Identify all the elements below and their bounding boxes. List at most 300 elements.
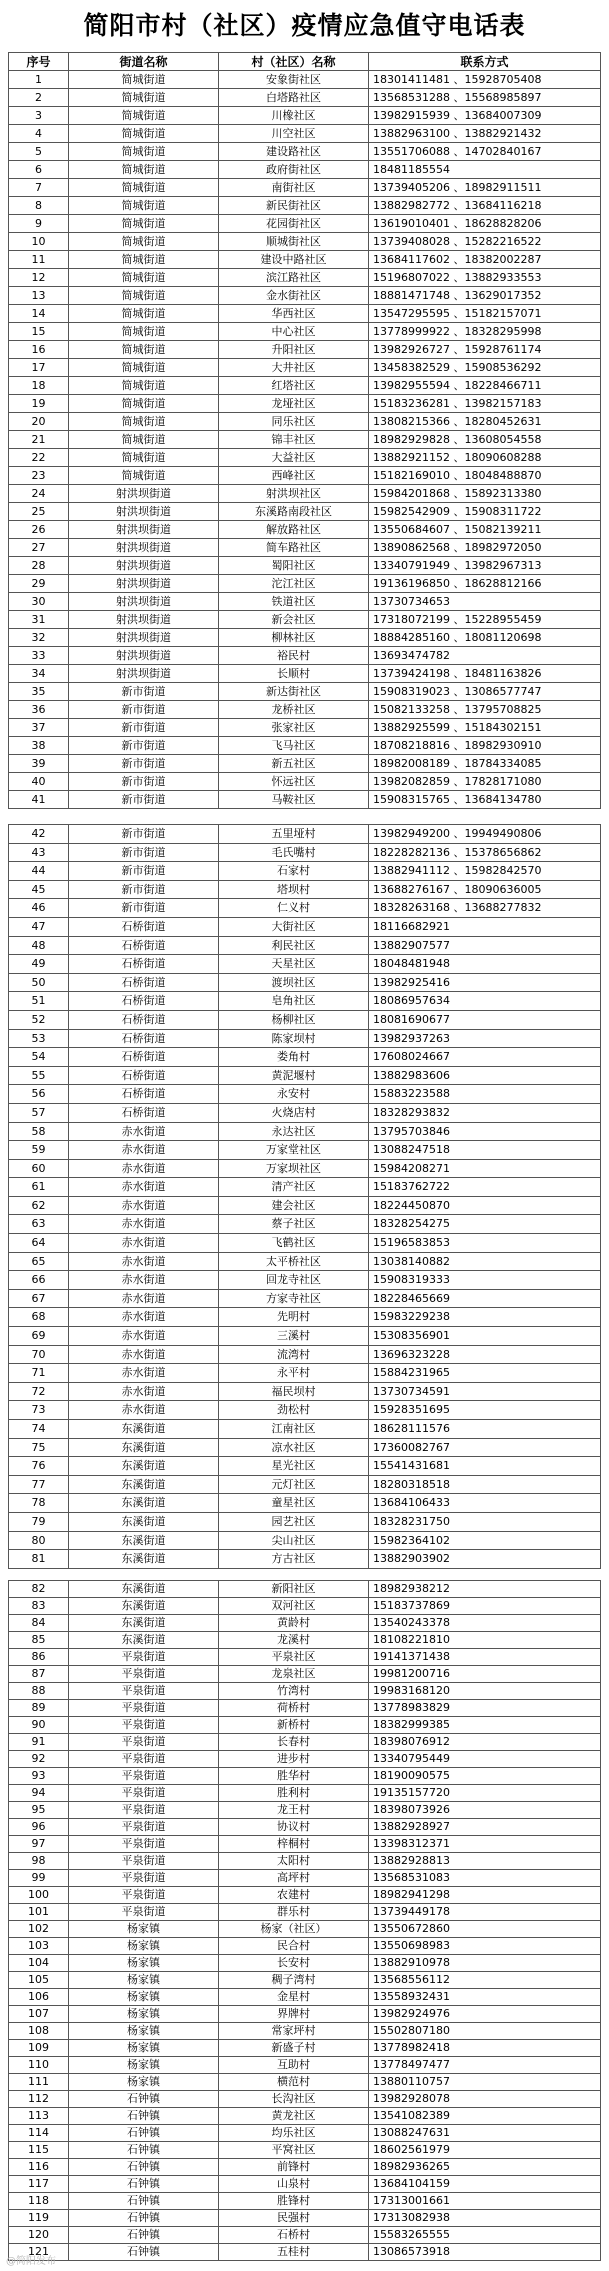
row-index: 11 xyxy=(9,251,69,269)
contact-phone: 18708218816 、18982930910 xyxy=(369,737,601,755)
table-row xyxy=(9,955,601,974)
row-index: 56 xyxy=(9,1085,69,1104)
row-index: 96 xyxy=(9,1819,69,1836)
street-name: 简城街道 xyxy=(69,251,219,269)
table-row xyxy=(9,1512,601,1531)
contact-phone: 15883223588 xyxy=(369,1085,601,1104)
community-name: 石桥村 xyxy=(219,2227,369,2244)
row-index: 101 xyxy=(9,1904,69,1921)
contact-phone: 15183762722 xyxy=(369,1178,601,1197)
community-name: 胜华村 xyxy=(219,1768,369,1785)
community-name: 进步村 xyxy=(219,1751,369,1768)
row-index: 99 xyxy=(9,1870,69,1887)
contact-phone: 19983168120 xyxy=(369,1683,601,1700)
table-row xyxy=(9,197,601,215)
table-row xyxy=(9,1364,601,1383)
community-name: 太平桥社区 xyxy=(219,1252,369,1271)
table-row xyxy=(9,719,601,737)
street-name: 石钟镇 xyxy=(69,2125,219,2142)
row-index: 77 xyxy=(9,1475,69,1494)
contact-phone: 18086957634 xyxy=(369,992,601,1011)
table-row xyxy=(9,1717,601,1734)
contact-phone: 18328231750 xyxy=(369,1512,601,1531)
contact-phone: 13795703846 xyxy=(369,1122,601,1141)
table-row xyxy=(9,215,601,233)
community-name: 同乐社区 xyxy=(219,413,369,431)
table-row xyxy=(9,1215,601,1234)
row-index: 117 xyxy=(9,2176,69,2193)
street-name: 新市街道 xyxy=(69,825,219,844)
row-index: 79 xyxy=(9,1512,69,1531)
table-row xyxy=(9,973,601,992)
street-name: 东溪街道 xyxy=(69,1581,219,1598)
street-name: 新市街道 xyxy=(69,791,219,809)
community-name: 金星村 xyxy=(219,1989,369,2006)
table-row xyxy=(9,773,601,791)
contact-phone: 15908315765 、13684134780 xyxy=(369,791,601,809)
street-name: 石桥街道 xyxy=(69,973,219,992)
table-row xyxy=(9,701,601,719)
street-name: 平泉街道 xyxy=(69,1802,219,1819)
community-name: 新五社区 xyxy=(219,755,369,773)
watermark-text: @简阳发布 xyxy=(6,2256,56,2267)
community-name: 界牌村 xyxy=(219,2006,369,2023)
table-row xyxy=(9,539,601,557)
row-index: 104 xyxy=(9,1955,69,1972)
contact-phone: 18190090575 xyxy=(369,1768,601,1785)
duty-phone-table-part-3 xyxy=(8,1580,601,2261)
row-index: 10 xyxy=(9,233,69,251)
row-index: 76 xyxy=(9,1457,69,1476)
row-index: 19 xyxy=(9,395,69,413)
community-name: 花园街社区 xyxy=(219,215,369,233)
community-name: 马鞍社区 xyxy=(219,791,369,809)
row-index: 59 xyxy=(9,1141,69,1160)
contact-phone: 18382999385 xyxy=(369,1717,601,1734)
row-index: 26 xyxy=(9,521,69,539)
community-name: 龙垭社区 xyxy=(219,395,369,413)
community-name: 川空社区 xyxy=(219,125,369,143)
community-name: 石家村 xyxy=(219,862,369,881)
contact-phone: 13684106433 xyxy=(369,1494,601,1513)
street-name: 平泉街道 xyxy=(69,1683,219,1700)
community-name: 中心社区 xyxy=(219,323,369,341)
street-name: 简城街道 xyxy=(69,323,219,341)
table-row xyxy=(9,287,601,305)
community-name: 三溪村 xyxy=(219,1327,369,1346)
contact-phone: 13982082859 、17828171080 xyxy=(369,773,601,791)
community-name: 民强村 xyxy=(219,2210,369,2227)
table-row xyxy=(9,917,601,936)
street-name: 射洪坝街道 xyxy=(69,521,219,539)
contact-phone: 13739424198 、18481163826 xyxy=(369,665,601,683)
street-name: 射洪坝街道 xyxy=(69,593,219,611)
street-name: 射洪坝街道 xyxy=(69,503,219,521)
community-name: 先明村 xyxy=(219,1308,369,1327)
street-name: 平泉街道 xyxy=(69,1666,219,1683)
row-index: 40 xyxy=(9,773,69,791)
table-row xyxy=(9,1598,601,1615)
community-name: 白塔路社区 xyxy=(219,89,369,107)
street-name: 射洪坝街道 xyxy=(69,665,219,683)
community-name: 铁道社区 xyxy=(219,593,369,611)
contact-phone: 13778982418 xyxy=(369,2040,601,2057)
contact-phone: 18228465669 xyxy=(369,1289,601,1308)
table-row xyxy=(9,1438,601,1457)
row-index: 20 xyxy=(9,413,69,431)
column-header: 联系方式 xyxy=(369,53,601,71)
row-index: 15 xyxy=(9,323,69,341)
community-name: 飞马社区 xyxy=(219,737,369,755)
row-index: 60 xyxy=(9,1159,69,1178)
table-row xyxy=(9,1632,601,1649)
table-row xyxy=(9,1904,601,1921)
contact-phone: 13739405206 、18982911511 xyxy=(369,179,601,197)
table-row xyxy=(9,1401,601,1420)
community-name: 简车路社区 xyxy=(219,539,369,557)
contact-phone: 13778497477 xyxy=(369,2057,601,2074)
table-row xyxy=(9,1785,601,1802)
row-index: 17 xyxy=(9,359,69,377)
row-index: 18 xyxy=(9,377,69,395)
table-row xyxy=(9,2023,601,2040)
contact-phone: 13558932431 xyxy=(369,1989,601,2006)
table-row xyxy=(9,2074,601,2091)
row-index: 111 xyxy=(9,2074,69,2091)
community-name: 胜利村 xyxy=(219,1785,369,1802)
street-name: 简城街道 xyxy=(69,179,219,197)
contact-phone: 15982364102 xyxy=(369,1531,601,1550)
row-index: 8 xyxy=(9,197,69,215)
street-name: 东溪街道 xyxy=(69,1494,219,1513)
street-name: 石桥街道 xyxy=(69,1085,219,1104)
street-name: 杨家镇 xyxy=(69,1955,219,1972)
table-row xyxy=(9,825,601,844)
community-name: 东溪路南段社区 xyxy=(219,503,369,521)
community-name: 互助村 xyxy=(219,2057,369,2074)
community-name: 五桂村 xyxy=(219,2244,369,2261)
street-name: 赤水街道 xyxy=(69,1252,219,1271)
street-name: 简城街道 xyxy=(69,161,219,179)
community-name: 回龙寺社区 xyxy=(219,1271,369,1290)
table-header-row xyxy=(9,53,601,71)
table-row xyxy=(9,1122,601,1141)
row-index: 32 xyxy=(9,629,69,647)
contact-phone: 18982008189 、18784334085 xyxy=(369,755,601,773)
contact-phone: 13882941112 、15982842570 xyxy=(369,862,601,881)
row-index: 109 xyxy=(9,2040,69,2057)
table-row xyxy=(9,143,601,161)
street-name: 简城街道 xyxy=(69,71,219,89)
row-index: 88 xyxy=(9,1683,69,1700)
community-name: 黄泥堰村 xyxy=(219,1066,369,1085)
table-row xyxy=(9,233,601,251)
table-row xyxy=(9,2210,601,2227)
community-name: 新民街社区 xyxy=(219,197,369,215)
row-index: 119 xyxy=(9,2210,69,2227)
row-index: 89 xyxy=(9,1700,69,1717)
contact-phone: 13882910978 xyxy=(369,1955,601,1972)
street-name: 新市街道 xyxy=(69,737,219,755)
street-name: 东溪街道 xyxy=(69,1531,219,1550)
row-index: 121 xyxy=(9,2244,69,2261)
community-name: 新盛子村 xyxy=(219,2040,369,2057)
contact-phone: 13982924976 xyxy=(369,2006,601,2023)
community-name: 金水街社区 xyxy=(219,287,369,305)
street-name: 简城街道 xyxy=(69,197,219,215)
community-name: 福民坝村 xyxy=(219,1382,369,1401)
community-name: 群乐村 xyxy=(219,1904,369,1921)
row-index: 48 xyxy=(9,936,69,955)
table-row xyxy=(9,2159,601,2176)
column-header: 街道名称 xyxy=(69,53,219,71)
street-name: 简城街道 xyxy=(69,395,219,413)
row-index: 82 xyxy=(9,1581,69,1598)
table-row xyxy=(9,1141,601,1160)
row-index: 1 xyxy=(9,71,69,89)
table-row xyxy=(9,862,601,881)
community-name: 渡坝社区 xyxy=(219,973,369,992)
row-index: 6 xyxy=(9,161,69,179)
community-name: 塔坝村 xyxy=(219,880,369,899)
row-index: 25 xyxy=(9,503,69,521)
street-name: 石桥街道 xyxy=(69,1029,219,1048)
table-row xyxy=(9,467,601,485)
community-name: 建设中路社区 xyxy=(219,251,369,269)
contact-phone: 18228282136 、15378656862 xyxy=(369,843,601,862)
row-index: 5 xyxy=(9,143,69,161)
community-name: 川橡社区 xyxy=(219,107,369,125)
street-name: 赤水街道 xyxy=(69,1271,219,1290)
table-row xyxy=(9,1066,601,1085)
row-index: 110 xyxy=(9,2057,69,2074)
table-row xyxy=(9,2142,601,2159)
contact-phone: 13541082389 xyxy=(369,2108,601,2125)
street-name: 东溪街道 xyxy=(69,1420,219,1439)
contact-phone: 15196807022 、13882933553 xyxy=(369,269,601,287)
row-index: 73 xyxy=(9,1401,69,1420)
contact-phone: 18982936265 xyxy=(369,2159,601,2176)
community-name: 张家社区 xyxy=(219,719,369,737)
table-row xyxy=(9,1271,601,1290)
contact-phone: 17313001661 xyxy=(369,2193,601,2210)
table-row xyxy=(9,992,601,1011)
street-name: 简城街道 xyxy=(69,359,219,377)
table-row xyxy=(9,611,601,629)
community-name: 长春村 xyxy=(219,1734,369,1751)
community-name: 江南社区 xyxy=(219,1420,369,1439)
street-name: 简城街道 xyxy=(69,107,219,125)
street-name: 射洪坝街道 xyxy=(69,539,219,557)
table-row xyxy=(9,1048,601,1067)
community-name: 胜锋村 xyxy=(219,2193,369,2210)
street-name: 简城街道 xyxy=(69,467,219,485)
row-index: 30 xyxy=(9,593,69,611)
row-index: 105 xyxy=(9,1972,69,1989)
contact-phone: 19141371438 xyxy=(369,1649,601,1666)
contact-phone: 13568531083 xyxy=(369,1870,601,1887)
row-index: 116 xyxy=(9,2159,69,2176)
contact-phone: 13982915939 、13684007309 xyxy=(369,107,601,125)
table-row xyxy=(9,665,601,683)
community-name: 蜀阳社区 xyxy=(219,557,369,575)
contact-phone: 13730734653 xyxy=(369,593,601,611)
community-name: 平泉社区 xyxy=(219,1649,369,1666)
street-name: 射洪坝街道 xyxy=(69,485,219,503)
row-index: 65 xyxy=(9,1252,69,1271)
contact-phone: 13982955594 、18228466711 xyxy=(369,377,601,395)
contact-phone: 15984208271 xyxy=(369,1159,601,1178)
community-name: 均乐社区 xyxy=(219,2125,369,2142)
table-row xyxy=(9,1955,601,1972)
street-name: 平泉街道 xyxy=(69,1700,219,1717)
row-index: 103 xyxy=(9,1938,69,1955)
duty-phone-table-part-2 xyxy=(8,824,601,1569)
community-name: 解放路社区 xyxy=(219,521,369,539)
contact-phone: 19135157720 xyxy=(369,1785,601,1802)
street-name: 杨家镇 xyxy=(69,1972,219,1989)
community-name: 大街社区 xyxy=(219,917,369,936)
contact-phone: 13882921152 、18090608288 xyxy=(369,449,601,467)
community-name: 火烧店村 xyxy=(219,1103,369,1122)
street-name: 简城街道 xyxy=(69,431,219,449)
row-index: 16 xyxy=(9,341,69,359)
street-name: 平泉街道 xyxy=(69,1819,219,1836)
table-row xyxy=(9,1989,601,2006)
contact-phone: 18982938212 xyxy=(369,1581,601,1598)
contact-phone: 13086573918 xyxy=(369,2244,601,2261)
contact-phone: 15983229238 xyxy=(369,1308,601,1327)
contact-phone: 13551706088 、14702840167 xyxy=(369,143,601,161)
contact-phone: 18881471748 、13629017352 xyxy=(369,287,601,305)
table-row xyxy=(9,305,601,323)
contact-phone: 13982926727 、15928761174 xyxy=(369,341,601,359)
row-index: 14 xyxy=(9,305,69,323)
table-row xyxy=(9,89,601,107)
table-row xyxy=(9,1382,601,1401)
contact-phone: 13547295595 、15182157071 xyxy=(369,305,601,323)
street-name: 赤水街道 xyxy=(69,1215,219,1234)
row-index: 92 xyxy=(9,1751,69,1768)
table-row xyxy=(9,575,601,593)
contact-phone: 13619010401 、18628828206 xyxy=(369,215,601,233)
row-index: 75 xyxy=(9,1438,69,1457)
contact-phone: 13038140882 xyxy=(369,1252,601,1271)
table-row xyxy=(9,1010,601,1029)
contact-phone: 13982937263 xyxy=(369,1029,601,1048)
table-row xyxy=(9,1836,601,1853)
community-name: 建会社区 xyxy=(219,1196,369,1215)
table-row xyxy=(9,107,601,125)
table-row xyxy=(9,1196,601,1215)
community-name: 万家坝社区 xyxy=(219,1159,369,1178)
street-name: 简城街道 xyxy=(69,341,219,359)
contact-phone: 13882928813 xyxy=(369,1853,601,1870)
community-name: 协议村 xyxy=(219,1819,369,1836)
table-row xyxy=(9,2091,601,2108)
row-index: 64 xyxy=(9,1234,69,1253)
table-row xyxy=(9,1802,601,1819)
row-index: 113 xyxy=(9,2108,69,2125)
community-name: 劲松村 xyxy=(219,1401,369,1420)
contact-phone: 15583265555 xyxy=(369,2227,601,2244)
row-index: 120 xyxy=(9,2227,69,2244)
community-name: 园艺社区 xyxy=(219,1512,369,1531)
contact-phone: 18481185554 xyxy=(369,161,601,179)
street-name: 平泉街道 xyxy=(69,1853,219,1870)
contact-phone: 18628111576 xyxy=(369,1420,601,1439)
contact-phone: 18224450870 xyxy=(369,1196,601,1215)
contact-phone: 13340795449 xyxy=(369,1751,601,1768)
contact-phone: 13880110757 xyxy=(369,2074,601,2091)
community-name: 龙王村 xyxy=(219,1802,369,1819)
community-name: 仁义村 xyxy=(219,899,369,918)
row-index: 97 xyxy=(9,1836,69,1853)
row-index: 44 xyxy=(9,862,69,881)
table-row xyxy=(9,269,601,287)
contact-phone: 17318072199 、15228955459 xyxy=(369,611,601,629)
contact-phone: 15182169010 、18048488870 xyxy=(369,467,601,485)
street-name: 简城街道 xyxy=(69,413,219,431)
street-name: 杨家镇 xyxy=(69,2040,219,2057)
row-index: 85 xyxy=(9,1632,69,1649)
row-index: 106 xyxy=(9,1989,69,2006)
street-name: 杨家镇 xyxy=(69,1938,219,1955)
contact-phone: 17360082767 xyxy=(369,1438,601,1457)
row-index: 35 xyxy=(9,683,69,701)
row-index: 114 xyxy=(9,2125,69,2142)
street-name: 新市街道 xyxy=(69,862,219,881)
street-name: 平泉街道 xyxy=(69,1649,219,1666)
contact-phone: 15908319023 、13086577747 xyxy=(369,683,601,701)
contact-phone: 13688276167 、18090636005 xyxy=(369,880,601,899)
street-name: 平泉街道 xyxy=(69,1717,219,1734)
contact-phone: 15884231965 xyxy=(369,1364,601,1383)
community-name: 大井社区 xyxy=(219,359,369,377)
contact-phone: 15984201868 、15892313380 xyxy=(369,485,601,503)
contact-phone: 15308356901 xyxy=(369,1327,601,1346)
contact-phone: 13882928927 xyxy=(369,1819,601,1836)
street-name: 简城街道 xyxy=(69,287,219,305)
table-row xyxy=(9,1308,601,1327)
table-row xyxy=(9,629,601,647)
street-name: 赤水街道 xyxy=(69,1178,219,1197)
contact-phone: 15196583853 xyxy=(369,1234,601,1253)
street-name: 石钟镇 xyxy=(69,2244,219,2261)
row-index: 74 xyxy=(9,1420,69,1439)
street-name: 新市街道 xyxy=(69,683,219,701)
table-row xyxy=(9,431,601,449)
row-index: 62 xyxy=(9,1196,69,1215)
community-name: 黄龄村 xyxy=(219,1615,369,1632)
row-index: 115 xyxy=(9,2142,69,2159)
community-name: 凉水社区 xyxy=(219,1438,369,1457)
table-row xyxy=(9,1768,601,1785)
contact-phone: 13739449178 xyxy=(369,1904,601,1921)
table-row xyxy=(9,1289,601,1308)
street-name: 东溪街道 xyxy=(69,1550,219,1569)
row-index: 100 xyxy=(9,1887,69,1904)
row-index: 107 xyxy=(9,2006,69,2023)
street-name: 杨家镇 xyxy=(69,2057,219,2074)
table-row xyxy=(9,1615,601,1632)
community-name: 荷桥村 xyxy=(219,1700,369,1717)
contact-phone: 13982928078 xyxy=(369,2091,601,2108)
street-name: 赤水街道 xyxy=(69,1345,219,1364)
row-index: 93 xyxy=(9,1768,69,1785)
contact-phone: 15982542909 、15908311722 xyxy=(369,503,601,521)
street-name: 射洪坝街道 xyxy=(69,557,219,575)
